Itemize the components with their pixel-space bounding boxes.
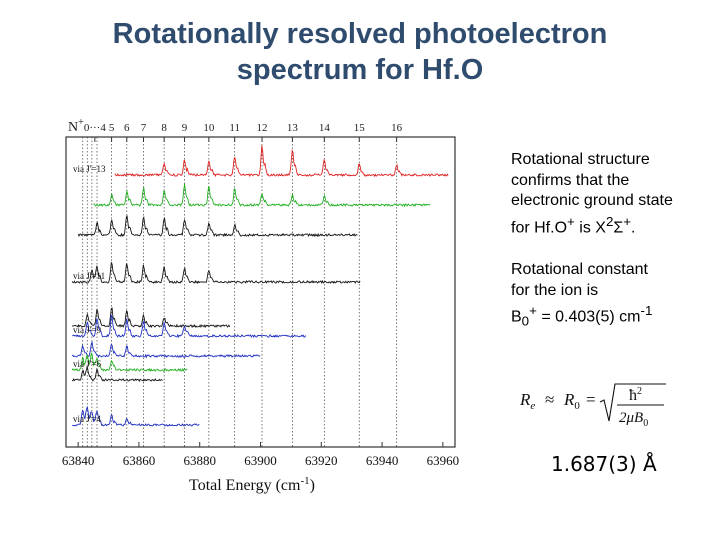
state-multiplicity: 2 (605, 213, 614, 229)
x-tick-label-6: 63960 (426, 453, 460, 468)
top-tick-label-5: 9 (181, 122, 188, 134)
x-axis-label-text: Total Energy (cm (189, 477, 301, 494)
spectrum-trace-3 (72, 262, 360, 283)
series-label-3: via J'=11 (73, 271, 106, 281)
series-labels (73, 164, 106, 424)
top-tick-label-6: 10 (203, 122, 215, 134)
series-label-0: via J'=13 (73, 164, 106, 174)
top-tick-label-3: 7 (140, 122, 147, 134)
formula-hbar: ħ (629, 387, 637, 404)
notes-p1-line-2: confirms that the (511, 171, 630, 189)
series-label-9: via J'=4 (73, 414, 101, 424)
top-tick-label-11: 15 (353, 122, 365, 134)
notes-paragraph-2 (511, 260, 716, 332)
top-tick-label-2: 6 (124, 122, 130, 134)
top-tick-label-9: 13 (286, 122, 298, 134)
top-tick-label-7: 11 (229, 122, 240, 134)
notes-p1-line-4-end: . (631, 218, 636, 236)
formula-numerator: $ħ^2$ (629, 386, 642, 404)
notes-paragraph-1 (511, 150, 716, 238)
x-tick-label-2: 63880 (183, 453, 216, 468)
series-label-5: via J'=9 (73, 325, 101, 335)
formula-den-text: 2μB (619, 410, 644, 426)
notes-p2-line-3-exp: -1 (640, 303, 653, 319)
notes-panel (511, 150, 716, 354)
x-axis-label-close: ) (309, 477, 315, 494)
notes-p1-line-4-prefix: for Hf.O (511, 218, 568, 236)
notes-p2-line-3-prefix: B (511, 308, 522, 326)
x-tick-label-0: 63840 (61, 453, 95, 468)
top-axis-label (68, 117, 84, 135)
spectrum-trace-0 (115, 146, 449, 177)
series-label-7: via J'=6 (73, 359, 101, 369)
top-tick-label-12: 16 (391, 122, 403, 134)
top-tick-label-1: 5 (108, 122, 115, 134)
notes-p1-line-4-mid: is X (574, 218, 606, 236)
formula-r0: $R_0$ (564, 390, 580, 412)
ion-plus-superscript: + (567, 213, 575, 229)
x-axis-label (189, 475, 315, 494)
formula-lhs-r: R (520, 390, 531, 409)
notes-p2-line-3-value: = 0.403(5) cm (536, 308, 641, 326)
notes-p1-line-3: electronic ground state (511, 192, 673, 209)
b-subscript-0: 0 (521, 313, 530, 329)
spectrum-trace-6 (72, 342, 260, 357)
sigma-plus: + (623, 213, 632, 229)
sigma-symbol: Σ (613, 218, 624, 236)
formula-lhs: $R_e$ (520, 390, 536, 412)
notes-p2-line-2: for the ion is (511, 281, 599, 299)
slide-title-line-1: Rotationally resolved photoelectron (112, 18, 608, 50)
x-tick-label-1: 63860 (122, 453, 156, 468)
notes-p1-line-1: Rotational structure (511, 151, 650, 168)
formula-approx: ≈ (545, 390, 555, 409)
b-superscript-plus: + (529, 303, 537, 319)
formula-r0-r: R (564, 390, 575, 409)
x-axis-ticks (62, 442, 459, 468)
x-tick-label-3: 63900 (244, 453, 277, 468)
x-tick-label-5: 63940 (365, 453, 399, 468)
slide-title-line-2: spectrum for Hf.O (236, 54, 484, 86)
top-axis-label-sup: + (78, 117, 84, 128)
rotational-line-markers (83, 137, 397, 447)
notes-p2-line-1: Rotational constant (511, 261, 648, 279)
top-axis-ticks (84, 122, 403, 142)
top-tick-label-0: 0···4 (83, 122, 106, 134)
top-tick-label-10: 14 (318, 122, 330, 134)
top-axis-label-text: N (68, 120, 79, 135)
bond-length-formula (516, 378, 716, 428)
formula-equals: = (586, 390, 596, 409)
spectrum-traces (72, 146, 448, 426)
formula-denominator: $2\mu B_0$ (619, 410, 649, 428)
top-tick-label-4: 8 (161, 122, 167, 134)
bond-length-result: 1.687(3) Å (551, 452, 657, 476)
spectrum-trace-2 (78, 216, 357, 237)
x-tick-label-4: 63920 (305, 453, 338, 468)
top-tick-label-8: 12 (256, 122, 268, 134)
x-axis-label-exp: -1 (300, 475, 310, 487)
